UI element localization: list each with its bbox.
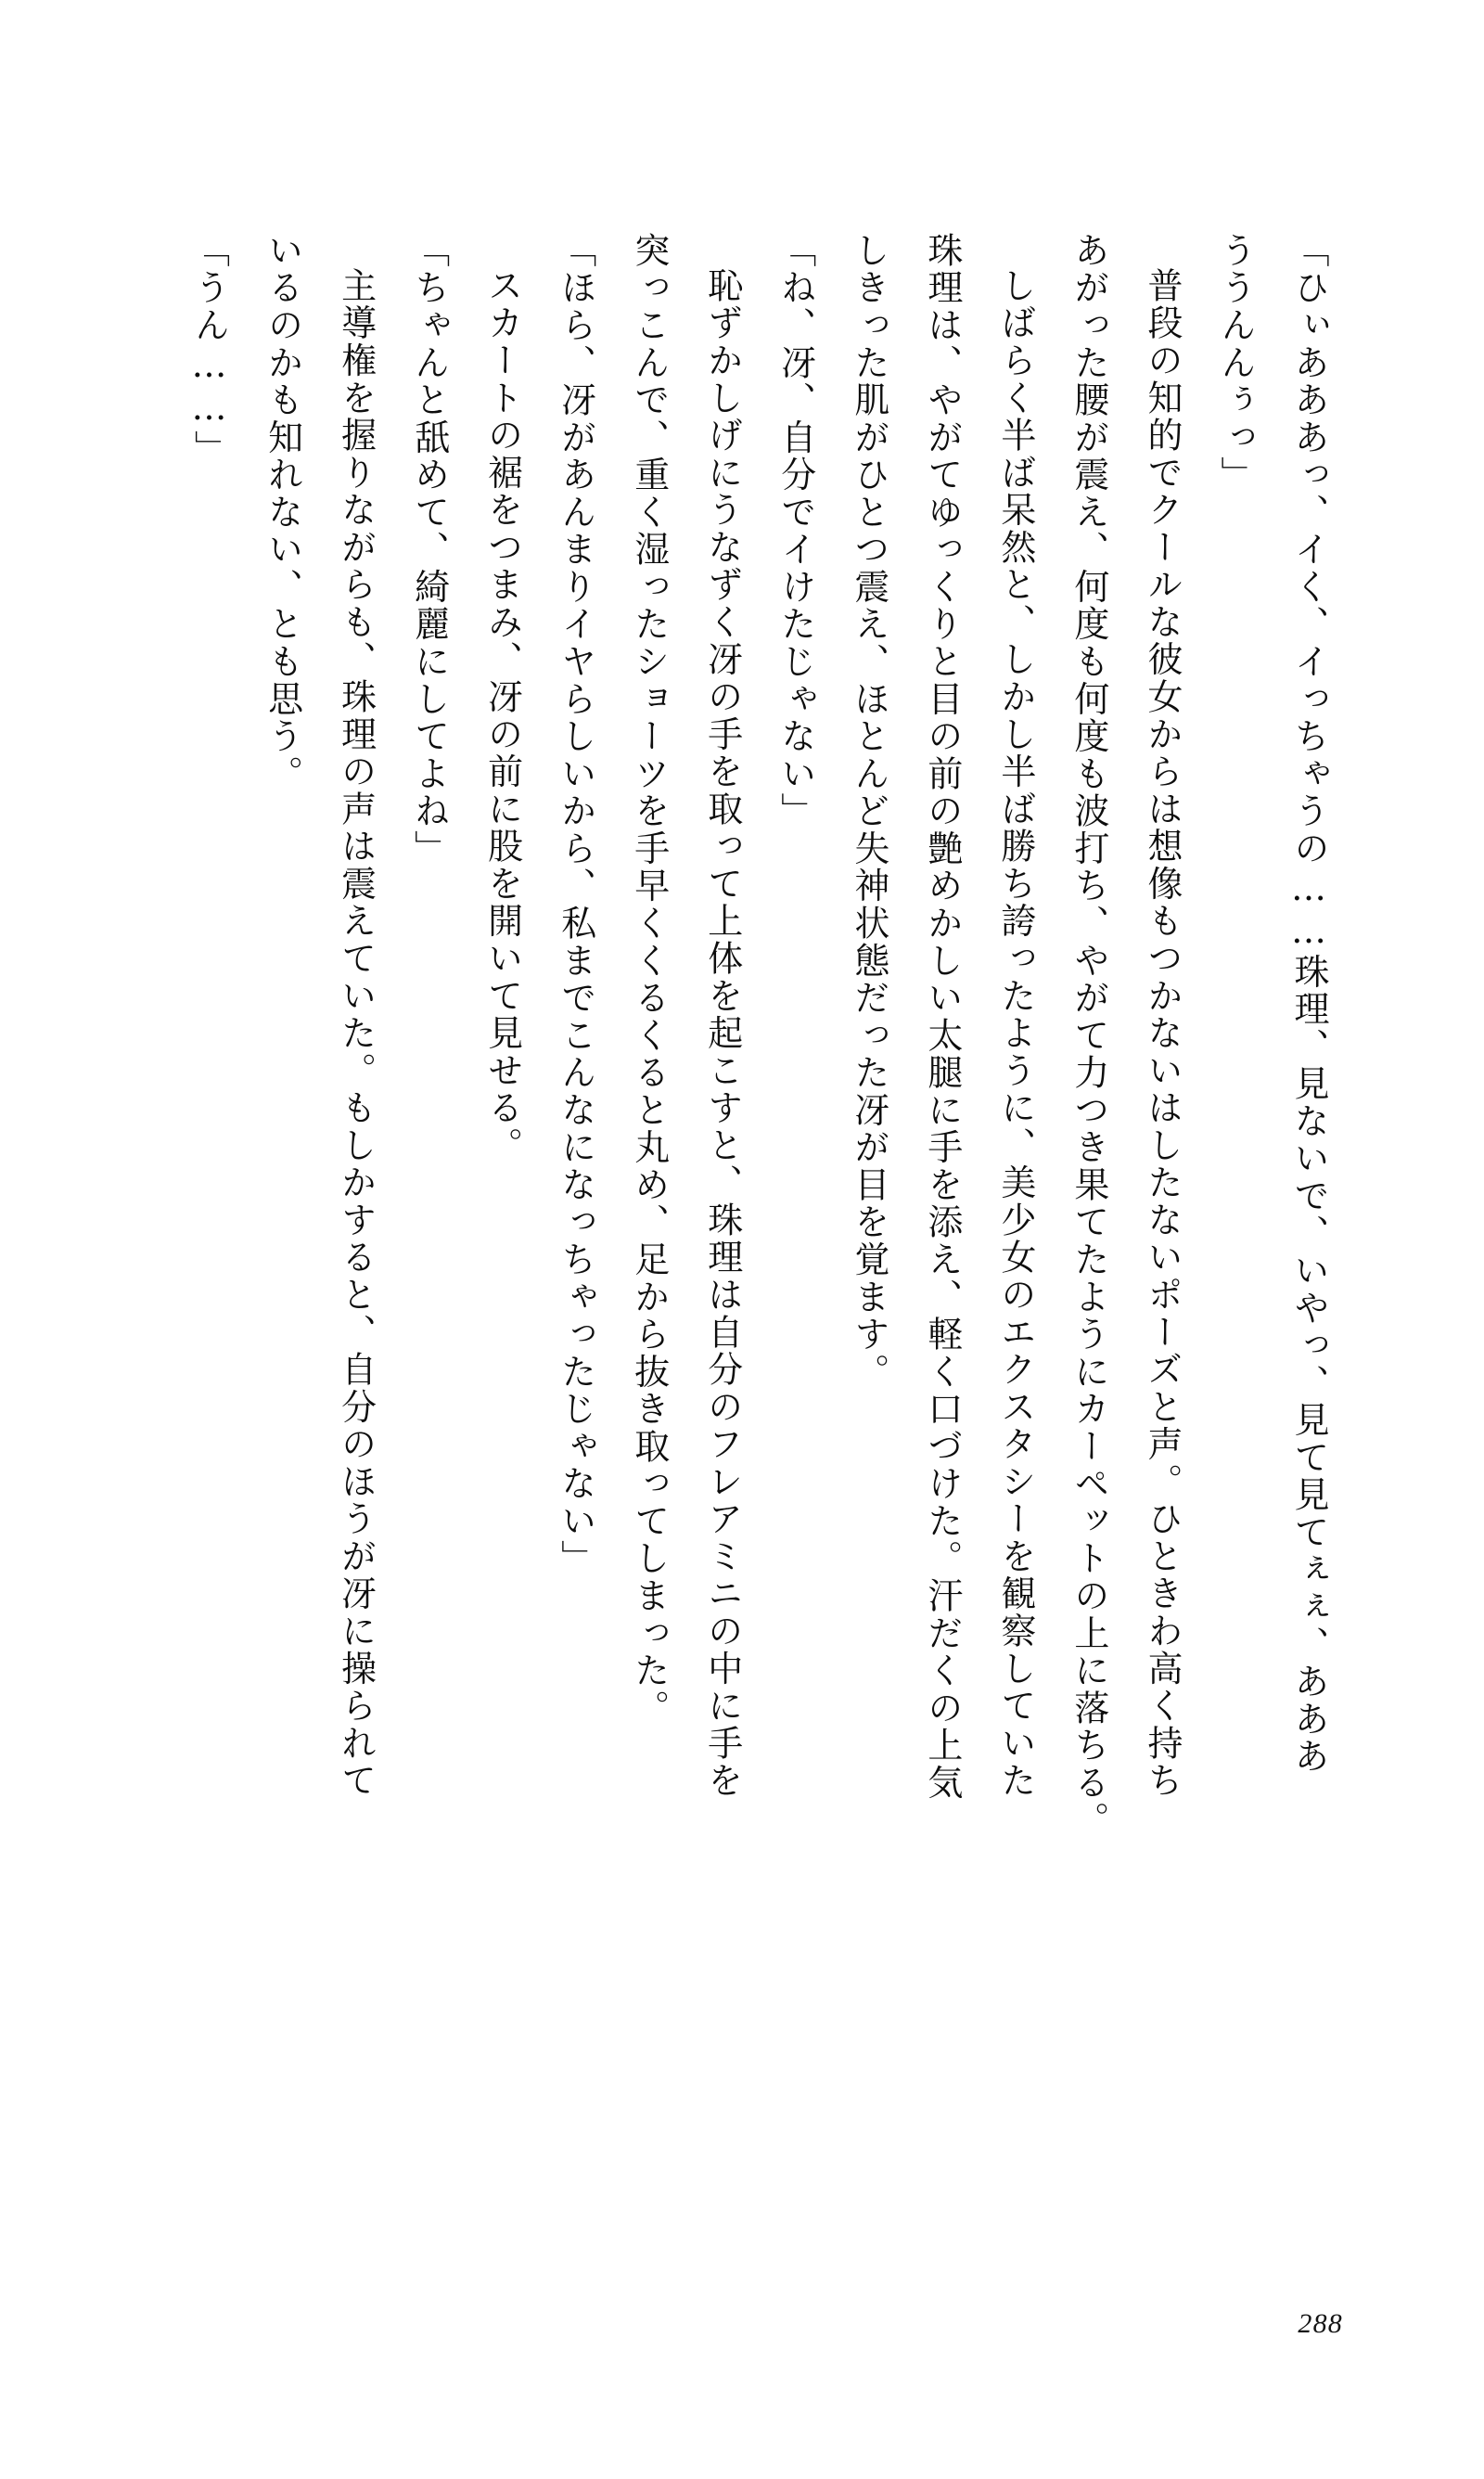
page-number: 288 [1298, 2308, 1343, 2339]
paragraph: 突っこんで、重く湿ったショーツを手早くくるくると丸め、足から抜き取ってしまった。 [628, 232, 670, 1728]
paragraph: 「ほら、冴があんまりイヤらしいから、私までこんなになっちゃったじゃない」 [555, 232, 596, 1578]
paragraph: しばらく半ば呆然と、しかし半ば勝ち誇ったように、美少女のエクスタシーを観察していた [994, 267, 1036, 1800]
paragraph: いるのかも知れない、とも思う。 [262, 232, 303, 793]
paragraph: ううんんぅっ」 [1214, 232, 1256, 494]
paragraph: 主導権を握りながらも、珠理の声は震えていた。もしかすると、自分のほうが冴に操られて [335, 267, 377, 1800]
body-text-block [139, 232, 1345, 2254]
paragraph: 恥ずかしげにうなずく冴の手を取って上体を起こすと、珠理は自分のフレアミニの中に手を [701, 267, 743, 1800]
paragraph: スカートの裾をつまみ、冴の前に股を開いて見せる。 [481, 267, 523, 1164]
paragraph: あがった腰が震え、何度も何度も波打ち、やがて力つき果てたようにカーペットの上に落ちる。 [1068, 232, 1109, 1840]
paragraph: 「ひぃあああっ、イく、イっちゃうの……珠理、見ないで、いやっ、見て見てぇぇ、あああ [1288, 232, 1329, 1776]
paragraph: 「うん……」 [188, 232, 230, 468]
paragraph: 珠理は、やがてゆっくりと目の前の艶めかしい太腿に手を添え、軽く口づけた。汗だくの上気 [921, 232, 963, 1802]
paragraph: しきった肌がひとつ震え、ほとんど失神状態だった冴が目を覚ます。 [848, 232, 889, 1391]
paragraph: 「ちゃんと舐めて、綺麗にしてよね」 [408, 232, 450, 867]
paragraph: 「ね、冴、自分でイけたじゃない」 [774, 232, 816, 830]
paragraph: 普段の知的でクールな彼女からは想像もつかないはしたないポーズと声。ひときわ高く持ち [1141, 267, 1183, 1800]
